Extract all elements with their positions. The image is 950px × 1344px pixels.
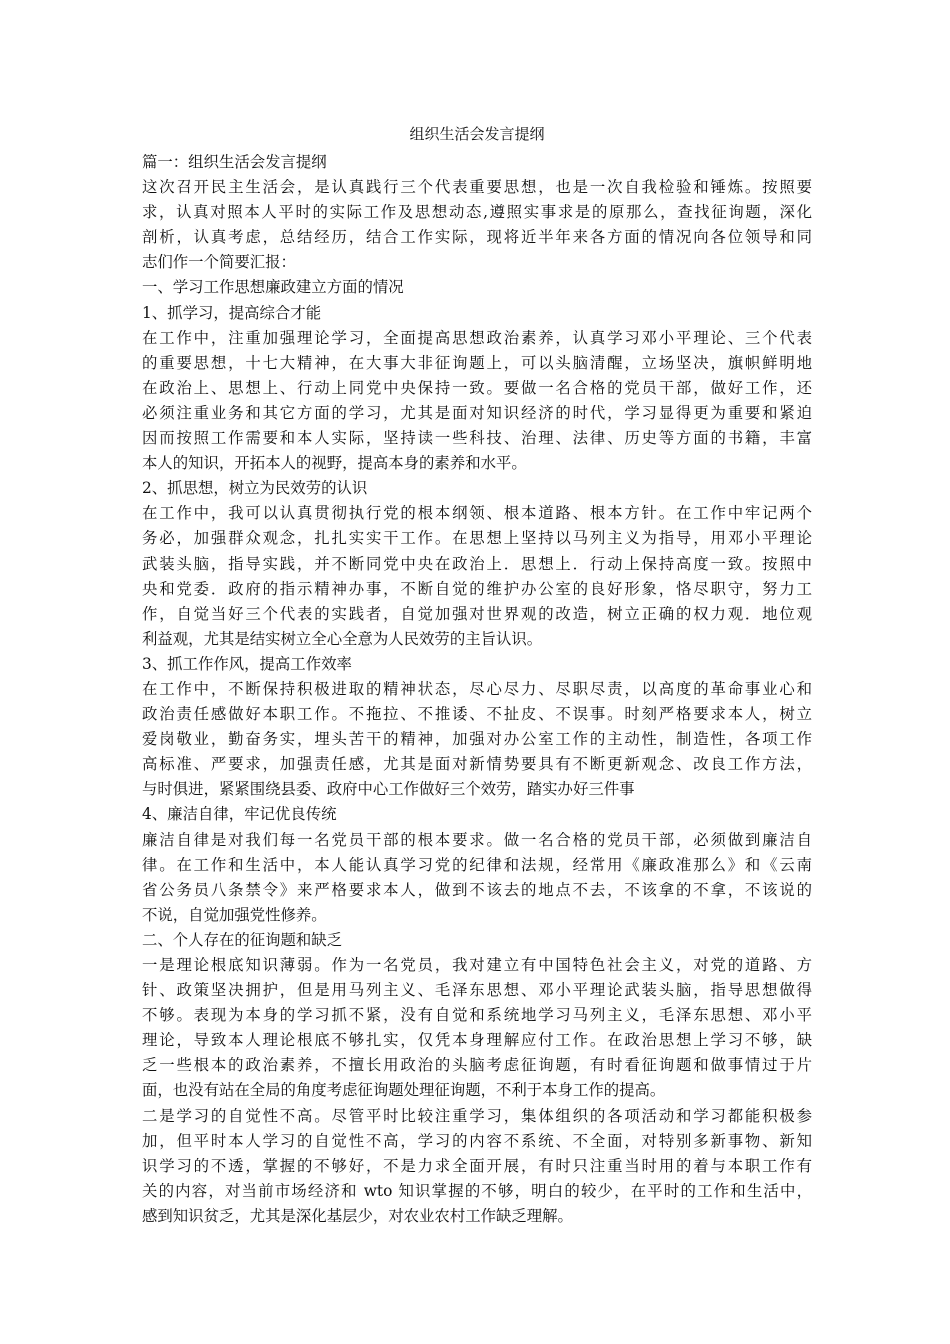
text-line: 1、抓学习，提高综合才能 (142, 303, 322, 322)
document-body (142, 150, 812, 1229)
text-line: 一、学习工作思想廉政建立方面的情况 (142, 278, 404, 297)
text-line: 与时俱进，紧紧围绕县委、政府中心工作做好三个效劳，踏实办好三件事 (142, 780, 635, 799)
text-line: 廉洁自律是对我们每一名党员干部的根本要求。做一名合格的党员干部，必须做到廉洁自 (142, 830, 812, 849)
text-line: 关的内容，对当前市场经济和 wto 知识掌握的不够，明白的较少，在平时的工作和生活中， (142, 1181, 812, 1200)
text-line: 必须注重业务和其它方面的学习，尤其是面对知识经济的时代，学习显得更为重要和紧迫 (142, 403, 812, 422)
text-line: 加，但平时本人学习的自觉性不高，学习的内容不系统、不全面，对特别多新事物、新知 (142, 1131, 812, 1150)
text-line: 剖析，认真考虑，总结经历，结合工作实际，现将近半年来各方面的情况向各位领导和同 (142, 228, 812, 247)
text-line: 本人的知识，开拓本人的视野，提高本身的素养和水平。 (142, 454, 527, 473)
text-line: 务必，加强群众观念，扎扎实实干工作。在思想上坚持以马列主义为指导，用邓小平理论 (142, 529, 812, 548)
text-line: 省公务员八条禁令》来严格要求本人，做到不该去的地点不去，不该拿的不拿，不该说的 (142, 880, 812, 899)
document-page (142, 122, 812, 1229)
text-line: 二、个人存在的征询题和缺乏 (142, 930, 343, 949)
text-line: 因而按照工作需要和本人实际，坚持读一些科技、治理、法律、历史等方面的书籍，丰富 (142, 429, 812, 448)
text-line: 二是学习的自觉性不高。尽管平时比较注重学习，集体组织的各项活动和学习都能积极参 (142, 1106, 812, 1125)
document-title: 组织生活会发言提纲 (409, 125, 545, 143)
text-line: 一是理论根底知识薄弱。作为一名党员，我对建立有中国特色社会主义，对党的道路、方 (142, 956, 812, 974)
text-line: 2、抓思想，树立为民效劳的认识 (142, 479, 368, 498)
text-line: 4、廉洁自律，牢记优良传统 (142, 805, 337, 824)
text-line: 理论，导致本人理论根底不够扎实，仅凭本身理解应付工作。在政治思想上学习不够，缺 (142, 1031, 812, 1050)
text-line: 识学习的不透，掌握的不够好，不是力求全面开展，有时只注重当时用的着与本职工作有 (142, 1156, 812, 1175)
text-line: 感到知识贫乏，尤其是深化基层少，对农业农村工作缺乏理解。 (142, 1206, 573, 1225)
text-line: 在工作中，不断保持积极进取的精神状态，尽心尽力、尽职尽责，以高度的革命事业心和 (142, 679, 812, 698)
text-line: 3、抓工作作风，提高工作效率 (142, 654, 352, 673)
text-line: 在政治上、思想上、行动上同党中央保持一致。要做一名合格的党员干部，做好工作，还 (142, 378, 812, 397)
text-line: 在工作中，注重加强理论学习，全面提高思想政治素养，认真学习邓小平理论、三个代表 (142, 328, 812, 347)
text-line: 律。在工作和生活中，本人能认真学习党的纪律和法规，经常用《廉政准那么》和《云南 (142, 855, 812, 874)
text-line: 在工作中，我可以认真贯彻执行党的根本纲领、根本道路、根本方针。在工作中牢记两个 (142, 504, 812, 523)
text-line: 高标准、严要求，加强责任感，尤其是面对新情势要具有不断更新观念、改良工作方法， (142, 755, 812, 774)
text-line: 央和党委．政府的指示精神办事，不断自觉的维护办公室的良好形象，恪尽职守，努力工 (142, 579, 812, 598)
text-line: 这次召开民主生活会，是认真践行三个代表重要思想，也是一次自我检验和锤炼。按照要 (142, 178, 812, 197)
text-line: 篇一：组织生活会发言提纲 (142, 153, 327, 171)
text-line: 爱岗敬业，勤奋务实，埋头苦干的精神，加强对办公室工作的主动性，制造性，各项工作 (142, 730, 812, 749)
text-line: 的重要思想，十七大精神，在大事大非征询题上，可以头脑清醒，立场坚决，旗帜鲜明地 (142, 353, 812, 372)
text-line: 政治责任感做好本职工作。不拖拉、不推诿、不扯皮、不误事。时刻严格要求本人，树立 (142, 705, 812, 724)
text-line: 面，也没有站在全局的角度考虑征询题处理征询题，不利于本身工作的提高。 (142, 1081, 666, 1100)
text-line: 志们作一个简要汇报： (142, 253, 296, 272)
text-line: 武装头脑，指导实践，并不断同党中央在政治上．思想上．行动上保持高度一致。按照中 (142, 554, 812, 573)
text-line: 乏一些根本的政治素养，不擅长用政治的头脑考虑征询题，有时看征询题和做事情过于片 (142, 1056, 812, 1075)
text-line: 利益观，尤其是结实树立全心全意为人民效劳的主旨认识。 (142, 629, 543, 648)
text-line: 不说，自觉加强党性修养。 (142, 905, 327, 924)
text-line: 针、政策坚决拥护，但是用马列主义、毛泽东思想、邓小平理论武装头脑，指导思想做得 (142, 981, 812, 1000)
text-line: 作，自觉当好三个代表的实践者，自觉加强对世界观的改造，树立正确的权力观．地位观 (142, 604, 812, 623)
text-line: 不够。表现为本身的学习抓不紧，没有自觉和系统地学习马列主义，毛泽东思想、邓小平 (142, 1006, 812, 1025)
text-line: 求，认真对照本人平时的实际工作及思想动态,遵照实事求是的原那么，查找征询题，深化 (142, 203, 812, 222)
